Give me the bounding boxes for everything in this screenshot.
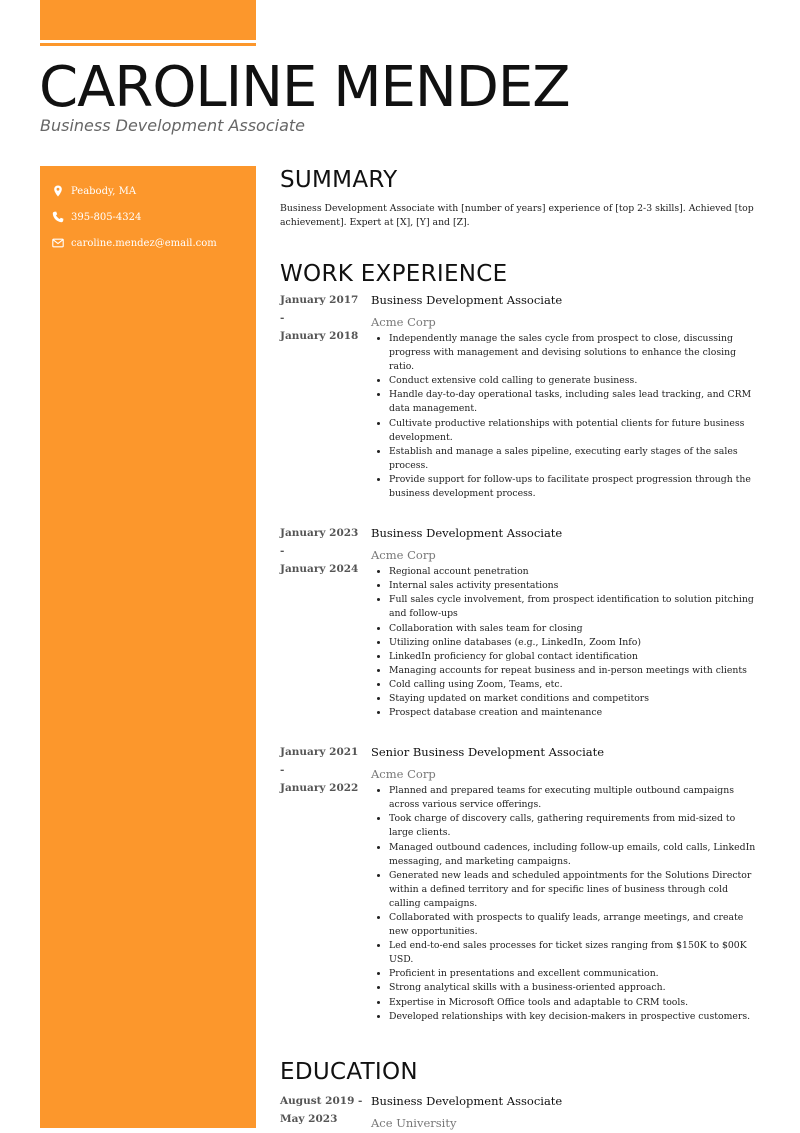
job-bullet: • Expertise in Microsoft Office tools and adaptable to CRM tools.	[389, 996, 760, 1010]
job-company: Acme Corp	[371, 315, 436, 329]
job-date-end: January 2022	[280, 782, 359, 795]
job-bullet: • Establish and manage a sales pipeline, executing early stages of the sales process.	[389, 445, 760, 473]
job-bullet: • Strong analytical skills with a business-oriented approach.	[389, 981, 760, 995]
job-bullet: • Cultivate productive relationships with potential clients for future business development.	[389, 417, 760, 445]
job-bullet: • Regional account penetration	[389, 565, 760, 579]
phone-icon	[52, 211, 64, 223]
summary-heading: SUMMARY	[280, 167, 398, 193]
education-entry	[280, 1092, 760, 1133]
job-entry	[280, 743, 760, 1024]
job-detail	[371, 743, 760, 1024]
job-bullet: • Cold calling using Zoom, Teams, etc.	[389, 678, 760, 692]
job-company: Acme Corp	[371, 767, 436, 782]
job-bullet: • Collaboration with sales team for closing	[389, 622, 760, 636]
job-bullet: • Internal sales activity presentations	[389, 579, 760, 593]
job-entry	[280, 291, 760, 501]
education-date-start: August 2019 -	[280, 1094, 363, 1107]
job-date-start: January 2021	[280, 746, 359, 759]
job-bullet: • Conduct extensive cold calling to generate business.	[389, 374, 760, 388]
job-company: Acme Corp	[371, 548, 436, 563]
job-date-start: January 2017	[280, 294, 359, 306]
job-bullet: • Planned and prepared teams for executing multiple outbound campaigns across various service offerings.	[389, 784, 760, 812]
job-bullet: • Prospect database creation and maintenance	[389, 706, 760, 720]
job-dates	[280, 524, 371, 720]
education-heading: EDUCATION	[280, 1058, 418, 1085]
job-bullet: • Managed outbound cadences, including follow-up emails, cold calls, LinkedIn messaging, and marketing campaigns.	[389, 841, 760, 869]
job-dates	[280, 743, 371, 1024]
job-detail	[371, 524, 760, 720]
sidebar	[40, 166, 256, 1128]
contact-phone-text: 395-805-4324	[71, 211, 142, 223]
contact-location-text: Peabody, MA	[71, 185, 137, 197]
job-bullet: • Handle day-to-day operational tasks, including sales lead tracking, and CRM data management.	[389, 388, 760, 416]
education-dates	[280, 1092, 371, 1133]
location-pin-icon	[52, 185, 64, 197]
job-title: Business Development Associate	[371, 526, 563, 541]
job-bullet: • Led end-to-end sales processes for ticket sizes ranging from $150K to $00K USD.	[389, 939, 760, 967]
job-bullet: • Independently manage the sales cycle from prospect to close, discussing progress with management and devising solutions to enhance the closing ratio.	[389, 332, 760, 374]
candidate-role: Business Development Associate	[40, 116, 306, 135]
job-detail	[371, 291, 760, 501]
job-bullet: • Took charge of discovery calls, gathering requirements from mid-sized to large clients.	[389, 812, 760, 840]
job-bullet: • Staying updated on market conditions and competitors	[389, 692, 760, 706]
job-date-separator: -	[280, 764, 285, 777]
job-date-separator: -	[280, 545, 285, 558]
summary-text: Business Development Associate with [number of years] experience of [top 2-3 skills]. Achieved [top achievement]. Expert at [X], [Y] and [Z].	[280, 203, 754, 228]
work-experience-heading: WORK EXPERIENCE	[280, 261, 508, 287]
education-degree: Business Development Associate	[371, 1093, 563, 1108]
header-accent-line	[40, 43, 256, 46]
job-bullet: • Utilizing online databases (e.g., LinkedIn, Zoom Info)	[389, 636, 760, 650]
job-date-separator: -	[280, 312, 285, 324]
job-date-start: January 2023	[280, 527, 359, 540]
job-date-end: January 2018	[280, 330, 359, 342]
job-bullet: • Generated new leads and scheduled appointments for the Solutions Director within a defined territory and for specific lines of business through cold calling campaigns.	[389, 869, 760, 911]
contact-phone	[52, 204, 217, 230]
education-detail	[371, 1092, 760, 1133]
envelope-icon	[52, 237, 64, 249]
job-bullet: • Proficient in presentations and excellent communication.	[389, 967, 760, 981]
contact-email	[52, 230, 217, 256]
job-title: Business Development Associate	[371, 293, 563, 307]
job-date-end: January 2024	[280, 563, 359, 576]
job-bullet: • Developed relationships with key decision-makers in prospective customers.	[389, 1010, 760, 1024]
job-bullet: • LinkedIn proficiency for global contact identification	[389, 650, 760, 664]
contact-location	[52, 178, 217, 204]
job-bullet: • Full sales cycle involvement, from prospect identification to solution pitching and follow-ups	[389, 593, 760, 621]
job-bullets	[371, 332, 760, 501]
main-content	[280, 166, 760, 1133]
job-bullets	[371, 565, 760, 720]
job-dates	[280, 291, 371, 501]
job-bullets	[371, 784, 760, 1024]
candidate-name: CAROLINE MENDEZ	[39, 55, 570, 120]
job-entry	[280, 524, 760, 720]
education-school: Ace University	[371, 1115, 457, 1130]
job-title: Senior Business Development Associate	[371, 745, 605, 760]
contact-list	[52, 178, 217, 256]
job-bullet: • Provide support for follow-ups to facilitate prospect progression through the business development process.	[389, 473, 760, 501]
education-date-end: May 2023	[280, 1112, 338, 1125]
header-accent-bar	[40, 0, 256, 40]
job-bullet: • Managing accounts for repeat business and in-person meetings with clients	[389, 664, 760, 678]
contact-email-text: caroline.mendez@email.com	[71, 237, 217, 249]
job-bullet: • Collaborated with prospects to qualify leads, arrange meetings, and create new opportunities.	[389, 911, 760, 939]
